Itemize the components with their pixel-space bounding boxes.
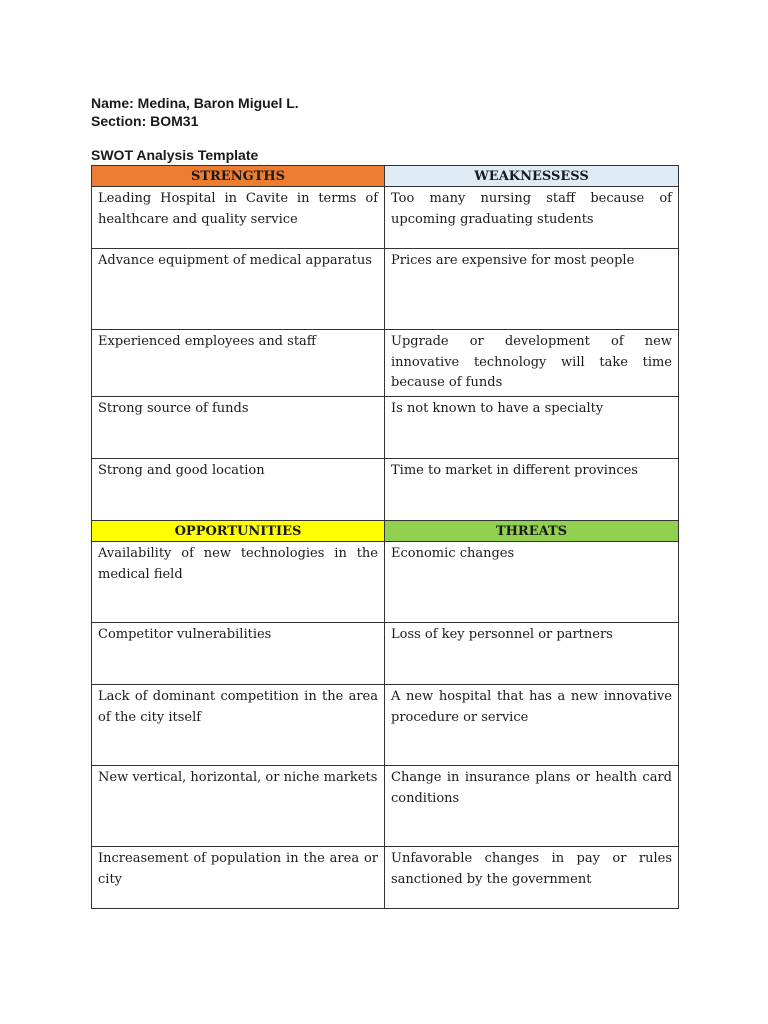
opportunities-header: OPPORTUNITIES (92, 521, 385, 542)
student-name: Name: Medina, Baron Miguel L. (91, 95, 299, 111)
threat-cell: Economic changes (385, 542, 679, 623)
opportunity-cell: Competitor vulnerabilities (92, 623, 385, 685)
table-row (92, 330, 679, 397)
opportunity-cell: Availability of new technologies in the medical field (92, 542, 385, 623)
weakness-cell: Too many nursing staff because of upcoming graduating students (385, 187, 679, 249)
swot-header-row-top (92, 166, 679, 187)
student-info (91, 94, 299, 130)
weakness-cell: Upgrade or development of new innovative technology will take time because of funds (385, 330, 679, 397)
table-row (92, 847, 679, 909)
opportunity-cell: Lack of dominant competition in the area of the city itself (92, 685, 385, 766)
weakness-cell: Time to market in different provinces (385, 459, 679, 521)
swot-header-row-bottom (92, 521, 679, 542)
weakness-cell: Is not known to have a specialty (385, 397, 679, 459)
weaknesses-header: WEAKNESSESS (385, 166, 679, 187)
threats-header: THREATS (385, 521, 679, 542)
swot-table (91, 165, 679, 909)
strength-cell: Experienced employees and staff (92, 330, 385, 397)
strength-cell: Advance equipment of medical apparatus (92, 249, 385, 330)
threat-cell: Loss of key personnel or partners (385, 623, 679, 685)
threat-cell: Change in insurance plans or health card conditions (385, 766, 679, 847)
table-row (92, 766, 679, 847)
threat-cell: A new hospital that has a new innovative procedure or service (385, 685, 679, 766)
weakness-cell: Prices are expensive for most people (385, 249, 679, 330)
strengths-header: STRENGTHS (92, 166, 385, 187)
table-row (92, 623, 679, 685)
table-row (92, 397, 679, 459)
table-row (92, 685, 679, 766)
table-row (92, 459, 679, 521)
table-row (92, 542, 679, 623)
strength-cell: Strong source of funds (92, 397, 385, 459)
strength-cell: Strong and good location (92, 459, 385, 521)
student-section: Section: BOM31 (91, 113, 199, 129)
opportunity-cell: New vertical, horizontal, or niche markets (92, 766, 385, 847)
threat-cell: Unfavorable changes in pay or rules sanctioned by the government (385, 847, 679, 909)
table-row (92, 249, 679, 330)
opportunity-cell: Increasement of population in the area or city (92, 847, 385, 909)
document-title: SWOT Analysis Template (91, 147, 259, 163)
table-row (92, 187, 679, 249)
strength-cell: Leading Hospital in Cavite in terms of healthcare and quality service (92, 187, 385, 249)
